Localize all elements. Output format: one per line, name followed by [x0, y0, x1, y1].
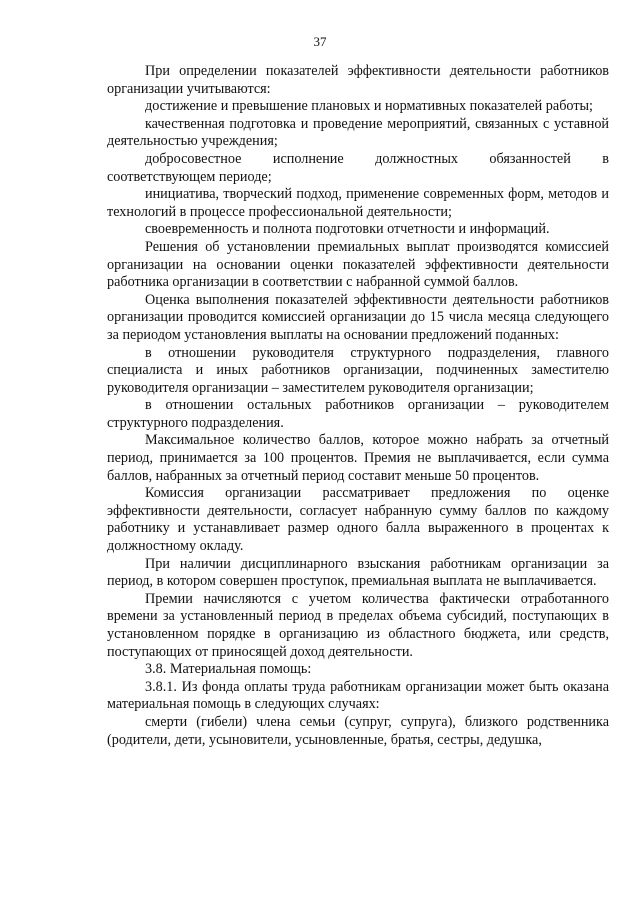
section-heading: 3.8. Материальная помощь:: [145, 661, 312, 678]
paragraph: При определении показателей эффективности деятельности работников организации учитываются:: [107, 63, 609, 97]
paragraph: инициатива, творческий подход, применение современных форм, методов и технологий в процессе профессиональной деятельности;: [107, 186, 609, 220]
paragraph: Максимальное количество баллов, которое можно набрать за отчетный период, принимается за 100 процентов. Премия не выплачивается, если сумма баллов, набранных за отчетный период составит меньше 50 процентов.: [107, 432, 609, 484]
paragraph: 3.8.1. Из фонда оплаты труда работникам организации может быть оказана материальная помощь в следующих случаях:: [107, 678, 609, 713]
page-number: 37: [313, 34, 327, 49]
paragraph: добросовестное исполнение должностных обязанностей в соответствующем периоде;: [107, 150, 609, 185]
paragraph: Премии начисляются с учетом количества фактически отработанного времени за установленный период в пределах объема субсидий, поступающих в установленном порядке в организацию из областного бюджета, или средств, поступающих от приносящей доход деятельности.: [107, 590, 609, 660]
paragraph: При наличии дисциплинарного взыскания работникам организации за период, в котором совершен проступок, премиальная выплата не выплачивается.: [107, 555, 609, 590]
paragraph: в отношении руководителя структурного подразделения, главного специалиста и иных работников организации, подчиненных заместителю руководителя организации – заместителем руководителя организации;: [107, 344, 609, 396]
paragraph: качественная подготовка и проведение мероприятий, связанных с уставной деятельностью учреждения;: [107, 115, 609, 150]
paragraph: Комиссия организации рассматривает предложения по оценке эффективности деятельности, согласует набранную сумму баллов по каждому работнику и устанавливает размер одного балла выраженного в процентах к должностному окладу.: [107, 485, 609, 555]
paragraph: в отношении остальных работников организации – руководителем структурного подразделения.: [107, 397, 609, 431]
paragraph: своевременность и полнота подготовки отчетности и информаций.: [145, 221, 550, 238]
paragraph: Решения об установлении премиальных выплат производятся комиссией организации на основании оценки показателей эффективности деятельности работника организации в соответствии с набранной суммой баллов.: [107, 238, 609, 291]
paragraph: Оценка выполнения показателей эффективности деятельности работников организации проводится комиссией организации до 15 числа месяца следующего за периодом установления выплаты на основании предложений поданных:: [107, 291, 609, 343]
paragraph: смерти (гибели) члена семьи (супруг, супруга), близкого родственника (родители, дети, усыновители, усыновленные, братья, сестры, дедушка,: [107, 713, 609, 748]
paragraph: достижение и превышение плановых и нормативных показателей работы;: [145, 98, 593, 115]
document-body: [107, 63, 609, 749]
